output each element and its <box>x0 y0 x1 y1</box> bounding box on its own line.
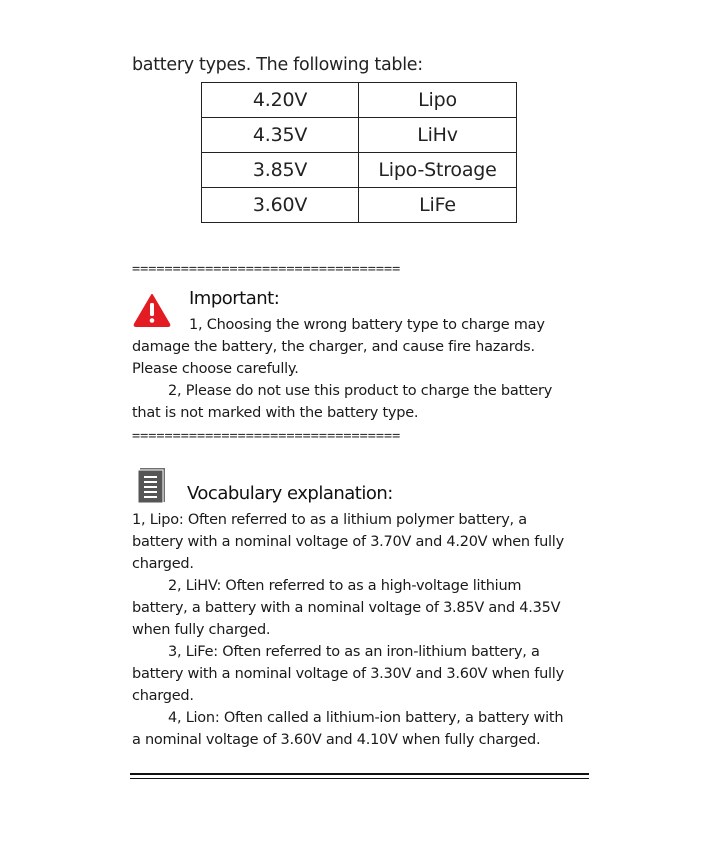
important-item2-line: that is not marked with the battery type. <box>132 405 419 421</box>
vocabulary-item2-line: 2, LiHV: Often referred to as a high-voltage lithium <box>168 578 522 594</box>
vocabulary-heading: Vocabulary explanation: <box>187 483 393 504</box>
vocabulary-item1-line: battery with a nominal voltage of 3.70V and 4.20V when fully <box>132 534 564 550</box>
voltage-cell: 3.85V <box>202 153 359 188</box>
vocabulary-item4-line: 4, Lion: Often called a lithium-ion battery, a battery with <box>168 710 564 726</box>
battery-type-cell: Lipo <box>359 83 517 118</box>
separator-line: ================================= <box>132 428 401 444</box>
vocabulary-item1-line: 1, Lipo: Often referred to as a lithium polymer battery, a <box>132 512 527 528</box>
bottom-rule <box>130 773 589 775</box>
important-heading: Important: <box>189 288 280 309</box>
vocabulary-item2-line: when fully charged. <box>132 622 271 638</box>
important-item2-line: 2, Please do not use this product to charge the battery <box>168 383 553 399</box>
important-item1-line: Please choose carefully. <box>132 361 299 377</box>
table-row <box>202 153 517 188</box>
table-row <box>202 83 517 118</box>
battery-type-table <box>201 82 517 223</box>
bottom-rule <box>130 778 589 779</box>
important-item1-line: damage the battery, the charger, and cause fire hazards. <box>132 339 535 355</box>
voltage-cell: 4.20V <box>202 83 359 118</box>
battery-type-cell: LiFe <box>359 188 517 223</box>
important-notice <box>132 314 592 424</box>
voltage-cell: 3.60V <box>202 188 359 223</box>
intro-text: battery types. The following table: <box>132 55 423 75</box>
vocabulary-item2-line: battery, a battery with a nominal voltage of 3.85V and 4.35V <box>132 600 561 616</box>
important-item1-line: 1, Choosing the wrong battery type to charge may <box>189 317 545 333</box>
vocabulary-item3-line: battery with a nominal voltage of 3.30V and 3.60V when fully <box>132 666 564 682</box>
voltage-cell: 4.35V <box>202 118 359 153</box>
vocabulary-item4-line: a nominal voltage of 3.60V and 4.10V when fully charged. <box>132 732 541 748</box>
vocabulary-item3-line: charged. <box>132 688 194 704</box>
vocabulary-item3-line: 3, LiFe: Often referred to as an iron-lithium battery, a <box>168 644 540 660</box>
battery-type-cell: LiHv <box>359 118 517 153</box>
document-list-icon <box>137 467 167 504</box>
table-row <box>202 188 517 223</box>
vocabulary-explanation <box>132 509 592 751</box>
separator-line: ================================= <box>132 261 401 277</box>
vocabulary-item1-line: charged. <box>132 556 194 572</box>
battery-type-cell: Lipo-Stroage <box>359 153 517 188</box>
table-row <box>202 118 517 153</box>
